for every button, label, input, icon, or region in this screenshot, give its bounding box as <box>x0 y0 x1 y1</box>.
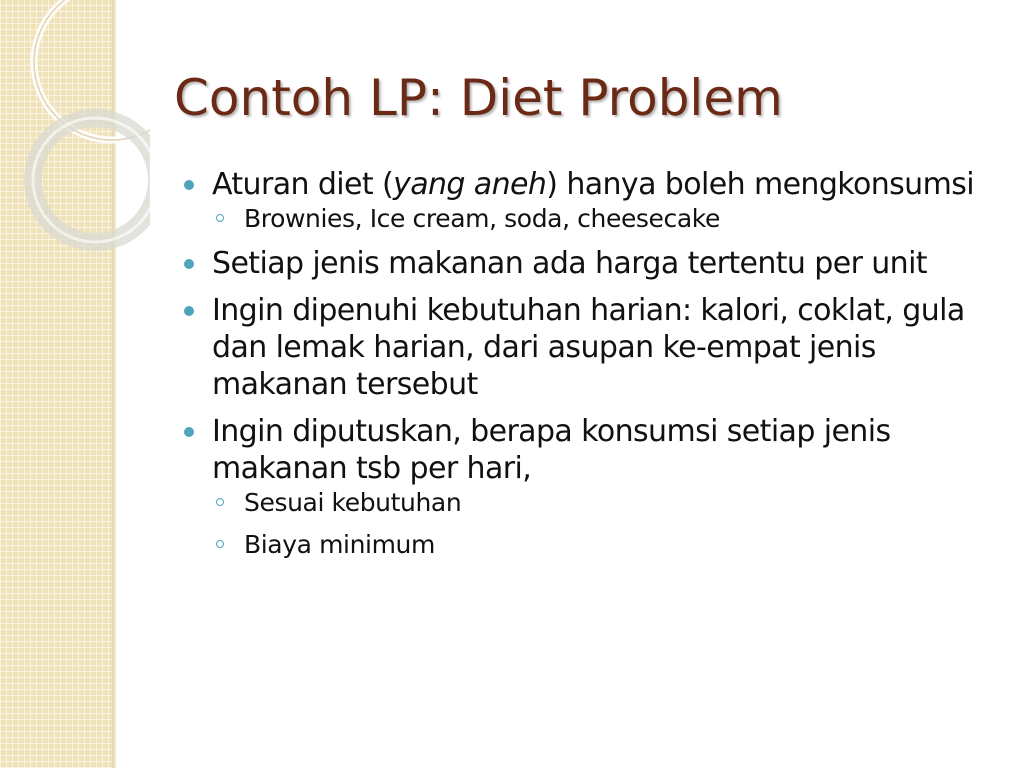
sub-bullet-ring-icon <box>216 214 224 222</box>
bullet-text-italic: yang aneh <box>393 167 547 202</box>
sub-bullet-text: Brownies, Ice cream, soda, cheesecake <box>244 204 720 233</box>
bullet-item <box>184 292 996 403</box>
slide-content <box>184 166 996 571</box>
bullet-text-part: Aturan diet ( <box>212 167 394 202</box>
bullet-text: Ingin dipenuhi kebutuhan harian: kalori, coklat, gula dan lemak harian, dari asupan ke-empat jenis makanan tersebut <box>212 293 965 402</box>
bullet-item <box>184 166 996 235</box>
sub-bullet-text: Sesuai kebutuhan <box>244 488 462 517</box>
sub-bullet-list <box>212 203 996 235</box>
slide-title: Contoh LP: Diet Problem <box>174 69 783 127</box>
bullet-dot-icon <box>184 306 194 316</box>
bullet-dot-icon <box>184 427 194 437</box>
sub-bullet-list <box>212 487 996 561</box>
sub-bullet-item <box>212 487 996 519</box>
sub-bullet-ring-icon <box>216 540 224 548</box>
bullet-dot-icon <box>184 180 194 190</box>
sub-bullet-item <box>212 529 996 561</box>
sub-bullet-item <box>212 203 996 235</box>
decorative-circles-icon <box>0 0 150 300</box>
sub-bullet-ring-icon <box>216 498 224 506</box>
bullet-text-part: ) hanya boleh mengkonsumsi <box>546 167 974 202</box>
bullet-text: Ingin diputuskan, berapa konsumsi setiap jenis makanan tsb per hari, <box>212 414 891 486</box>
bullet-text <box>212 167 974 202</box>
bullet-dot-icon <box>184 259 194 269</box>
sub-bullet-text: Biaya minimum <box>244 530 435 559</box>
bullet-list <box>184 166 996 561</box>
bullet-text: Setiap jenis makanan ada harga tertentu per unit <box>212 246 927 281</box>
bullet-item <box>184 413 996 561</box>
bullet-item <box>184 245 996 282</box>
